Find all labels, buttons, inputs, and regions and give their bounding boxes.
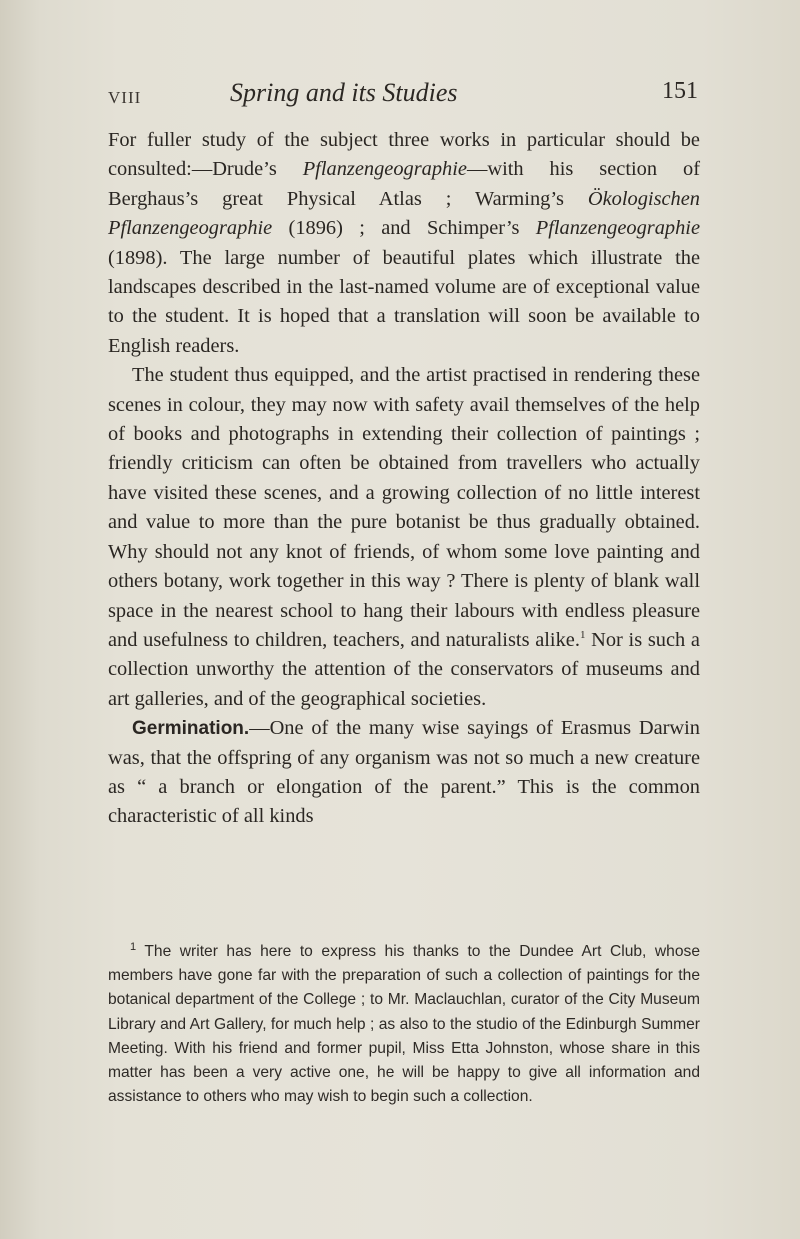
footnote-marker: 1 <box>130 940 137 953</box>
chapter-number: VIII <box>108 88 142 107</box>
paragraph-1 <box>108 126 700 361</box>
body-text <box>108 126 700 832</box>
p1-work-schimper: Pflanzengeographie <box>535 217 700 240</box>
p1-text-4: (1898). The large number of beautiful plates which illustrate the landscapes described in the last-named volume are of exceptional value to the student. It is hoped that a translation will soon be available to English readers. <box>108 246 700 357</box>
p2-text-1: The student thus equipped, and the artist practised in rendering these scenes in colour, they may now with safety avail themselves of the help of books and photographs in extending their collection of paintings ; friendly criticism can often be obtained from travellers who actually have visited these scenes, and a growing collection of no little interest and value to more than the pure botanist be thus gradually obtained. Why should not any knot of friends, of whom some love painting and others botany, work together in this way ? There is plenty of blank wall space in the nearest school to hang their labours with endless pleasure and usefulness to children, teachers, and naturalists alike. <box>108 364 700 651</box>
p1-text-3: (1896) ; and Schimper’s <box>272 217 536 240</box>
footnote-reference: 1 <box>579 629 586 642</box>
p2-text-2: Nor is such a collection unworthy the attention of the conservators of museums and art galleries, and of the geographical societies. <box>108 628 700 710</box>
running-head-title: Spring and its Studies <box>230 78 458 107</box>
footnote-paragraph <box>108 940 700 1109</box>
footnote-text: The writer has here to express his thanks to the Dundee Art Club, whose members have gone far with the preparation of such a collection of paintings for the botanical department of the College ; to Mr. Maclauchlan, curator of the City Museum Library and Art Gallery, for much help ; as also to the studio of the Edinburgh Summer Meeting. With his friend and former pupil, Miss Etta Johnston, whose share in this matter has been a very active one, he will be happy to give all information and assistance to others who may wish to begin such a collection. <box>108 943 700 1106</box>
paragraph-2 <box>108 361 700 714</box>
p1-work-warming: Ökologischen Pflanzengeographie <box>108 187 700 240</box>
p1-work-drude: Pflanzengeographie <box>302 158 467 181</box>
p1-text-2: —with his section of Berghaus’s great Physical Atlas ; Warming’s <box>108 158 700 210</box>
p1-text-1: For fuller study of the subject three works in particular should be consulted:—Drude’s <box>108 129 700 181</box>
page-number: 151 <box>662 78 698 104</box>
running-head <box>108 78 698 112</box>
footnote <box>108 940 700 1109</box>
paragraph-3 <box>108 714 700 832</box>
section-heading-germination: Germination. <box>132 718 250 740</box>
p3-text: —One of the many wise sayings of Erasmus Darwin was, that the offspring of any organism was not so much a new creature as “ a branch or elongation of the parent.” This is the common characteristic of all kinds <box>108 717 700 828</box>
